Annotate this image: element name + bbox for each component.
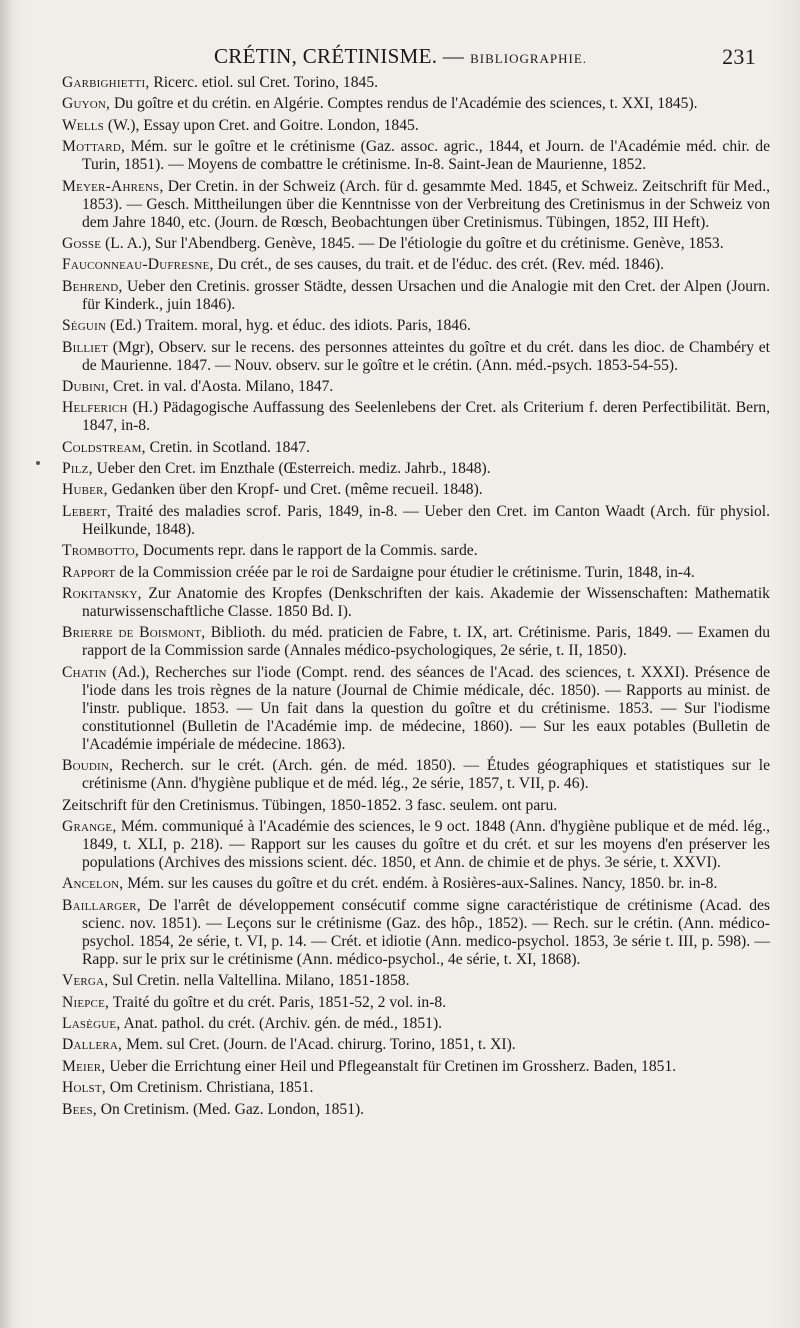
entry-text: (Mgr), Observ. sur le recens. des personnes atteintes du goître et du crét. dans les dioc. de Chambéry et de Maurienne. 1847. — Nouv. observ. sur le goître et le crétin. (Ann. méd.-psych. 1853-54-55). xyxy=(82,338,770,374)
entry-text: Mém. sur le goître et le crétinisme (Gaz. assoc. agric., 1844, et Journ. de l'Académie méd. chir. de Turin, 1851). — Moyens de combattre le crétinisme. In-8. Saint-Jean de Maurienne, 1852. xyxy=(82,138,770,174)
bibliography-entry xyxy=(62,95,770,113)
bibliography-entry xyxy=(62,757,770,793)
bibliography-entry xyxy=(62,664,770,754)
entry-text: Zeitschrift für den Cretinismus. Tübingen, 1850-1852. 3 fasc. seulem. ont paru. xyxy=(62,796,558,814)
bibliography-entry xyxy=(62,897,770,969)
entry-text: Biblioth. du méd. praticien de Fabre, t. IX, art. Crétinisme. Paris, 1849. — Examen du rapport de la Commission sarde (Annales médico-psychologiques, 2e série, t. II, 1850). xyxy=(82,624,771,660)
bibliography-entry xyxy=(62,875,770,893)
bibliography-entry xyxy=(62,235,770,253)
entry-text: Traité des maladies scrof. Paris, 1849, in-8. — Ueber den Cret. im Canton Waadt (Arch. für physiol. Heilkunde, 1848). xyxy=(82,502,770,538)
entry-text: Traité du goître et du crét. Paris, 1851-52, 2 vol. in-8. xyxy=(112,993,447,1011)
bibliography-entry xyxy=(62,439,770,457)
entry-text: Du goître et du crétin. en Algérie. Comptes rendus de l'Académie des sciences, t. XXI, 1845). xyxy=(114,95,698,113)
bibliography-entry xyxy=(62,481,770,499)
entry-author: Helferich xyxy=(62,399,128,417)
entry-author: Billiet xyxy=(62,338,109,356)
entry-text: Ricerc. etiol. sul Cret. Torino, 1845. xyxy=(153,74,379,91)
entry-text: Du crét., de ses causes, du trait. et de l'éduc. des crét. (Rev. méd. 1846). xyxy=(217,256,665,274)
entry-author: Niepce, xyxy=(62,993,110,1011)
bibliography-entry xyxy=(62,460,770,478)
bibliography-entry xyxy=(62,564,770,582)
entry-text: Mem. sul Cret. (Journ. de l'Acad. chirurg. Torino, 1851, t. XI). xyxy=(126,1036,516,1054)
entry-author: Meyer-Ahrens, xyxy=(62,177,164,195)
entry-author: Grange, xyxy=(62,817,117,835)
entry-author: Lebert, xyxy=(62,502,111,520)
entry-text: (L. A.), Sur l'Abendberg. Genève, 1845. — De l'étiologie du goître et du crétinisme. Genève, 1853. xyxy=(105,234,724,252)
bibliography-entry xyxy=(62,278,770,314)
entry-text: (Ed.) Traitem. moral, hyg. et éduc. des idiots. Paris, 1846. xyxy=(110,317,471,335)
bibliography-entry xyxy=(62,797,770,815)
bibliography-entry xyxy=(62,994,770,1012)
entry-text: Mém. sur les causes du goître et du crét. endém. à Rosières-aux-Salines. Nancy, 1850. br. in-8. xyxy=(127,875,718,893)
entry-author: Meier, xyxy=(62,1057,106,1075)
entry-author: Rokitansky, xyxy=(62,585,142,603)
bibliography-entry xyxy=(62,503,770,539)
entry-author: Rapport xyxy=(62,563,116,581)
entry-author: Baillarger, xyxy=(62,896,141,914)
entry-text: Ueber den Cret. im Enzthale (Œsterreich. mediz. Jahrb., 1848). xyxy=(96,460,491,478)
bibliography-entry xyxy=(62,542,770,560)
entry-author: Mottard, xyxy=(62,138,126,156)
page-number: 231 xyxy=(722,44,756,69)
running-head xyxy=(62,40,770,74)
bibliography-entry xyxy=(62,117,770,135)
entry-author: Dallera, xyxy=(62,1036,123,1054)
bibliography-entry xyxy=(62,1036,770,1054)
entry-author: Brierre de Boismont, xyxy=(62,624,206,642)
print-speck xyxy=(36,461,40,465)
entry-text: De l'arrêt de développement consécutif comme signe caractéristique de crétinisme (Acad. des scienc. nov. 1851). — Leçons sur le crétinisme (Gaz. des hôp., 1852). — Rech. sur le crétin. (Ann. médico-psychol. 1854, 2e série, t. VI, p. 14. — Crét. et idiotie (Ann. medico-psychol. 1853, 3e série t. III, p. 598). — Rapp. sur le prix sur le crétinisme (Ann. médico-psychol., 4e série, t. XI, 1868). xyxy=(82,896,770,968)
bibliography-entry xyxy=(62,74,770,92)
page-title-main: CRÉTIN, CRÉTINISME. — xyxy=(214,44,465,68)
entry-author: Holst, xyxy=(62,1079,106,1097)
bibliography-entry xyxy=(62,1058,770,1076)
entry-text: (Ad.), Recherches sur l'iode (Compt. rend. des séances de l'Acad. des sciences, t. XXXI). Présence de l'iode dans les trois règnes de la nature (Journal de Chimie médicale, déc. 1850). — Rapports au minist. de l'instr. publique. 1853. — Un fait dans la question du goître et du crétinisme. 1853. — Sur l'iodisme constitutionnel (Bulletin de l'Académie imp. de médecine, 1860). — Sur les eaux potables (Bulletin de l'Académie impériale de médecine. 1863). xyxy=(82,663,770,753)
entry-text: Documents repr. dans le rapport de la Commis. sarde. xyxy=(142,542,478,560)
entry-author: Verga, xyxy=(62,972,109,990)
bibliography-entry xyxy=(62,256,770,274)
bibliography-entry xyxy=(62,585,770,621)
entry-text: Zur Anatomie des Kropfes (Denkschriften der kais. Akademie der Wissenschaften: Mathematik naturwissenschaftliche Classe. 1850 Bd. I). xyxy=(82,585,770,621)
entry-author: Trombotto, xyxy=(62,542,139,560)
entry-author: Dubini, xyxy=(62,377,110,395)
entry-text: Ueber den Cretinis. grosser Städte, dessen Ursachen und die Analogie mit den Cret. der Alpen (Journ. für Kinderk., juin 1846). xyxy=(82,277,770,313)
entry-author: Pilz, xyxy=(62,460,93,478)
entry-text: Ueber die Errichtung einer Heil und Pflegeanstalt für Cretinen im Grossherz. Baden, 1851. xyxy=(109,1057,677,1075)
bibliography-entry xyxy=(62,138,770,174)
bibliography-entry xyxy=(62,972,770,990)
entry-text: Cret. in val. d'Aosta. Milano, 1847. xyxy=(113,377,334,395)
entry-text: Om Cretinism. Christiana, 1851. xyxy=(109,1079,314,1097)
entry-author: Bees, xyxy=(62,1100,97,1118)
entry-text: (W.), Essay upon Cret. and Goitre. London, 1845. xyxy=(107,116,419,134)
entry-author: Coldstream, xyxy=(62,438,146,456)
entry-author: Gosse xyxy=(62,234,102,252)
bibliography-entry xyxy=(62,624,770,660)
bibliography-entry xyxy=(62,399,770,435)
entry-author: Séguin xyxy=(62,317,107,335)
entry-text: Mém. communiqué à l'Académie des sciences, le 9 oct. 1848 (Ann. d'hygiène publique et de méd. lég., 1849, t. XLI, p. 218). — Rapport sur les causes du goître et du crét. et sur les moyens d'en préserver les populations (Archives des missions scient. déc. 1850, et Ann. de chimie et de phys. 3e série, t. XXVI). xyxy=(82,817,771,871)
entry-text: Gedanken über den Kropf- und Cret. (même recueil. 1848). xyxy=(111,481,483,499)
bibliography-entry xyxy=(62,178,770,232)
bibliography-list xyxy=(62,74,770,1119)
bibliography-entry xyxy=(62,1079,770,1097)
page-title xyxy=(214,44,587,69)
entry-author: Lasègue, xyxy=(62,1014,121,1032)
bibliography-entry xyxy=(62,1015,770,1033)
entry-author: Fauconneau-Dufresne, xyxy=(62,256,214,274)
entry-text: On Cretinism. (Med. Gaz. London, 1851). xyxy=(100,1100,365,1118)
bibliography-entry xyxy=(62,818,770,872)
entry-author: Behrend, xyxy=(62,277,123,295)
entry-author: Chatin xyxy=(62,663,107,681)
entry-text: (H.) Pädagogische Auffassung des Seelenlebens der Cret. als Criterium f. deren Perfectibilität. Bern, 1847, in-8. xyxy=(82,399,770,435)
entry-author: Boudin, xyxy=(62,757,114,775)
page-subtitle: BIBLIOGRAPHIE. xyxy=(470,51,588,66)
entry-author: Guyon, xyxy=(62,95,111,113)
entry-text: Anat. pathol. du crét. (Archiv. gén. de méd., 1851). xyxy=(123,1014,443,1032)
entry-author: Wells xyxy=(62,116,104,134)
entry-text: Cretin. in Scotland. 1847. xyxy=(149,438,310,456)
entry-text: de la Commission créée par le roi de Sardaigne pour étudier le crétinisme. Turin, 1848, in-4. xyxy=(119,563,695,581)
bibliography-entry xyxy=(62,1101,770,1119)
entry-author: Garbighietti, xyxy=(62,74,150,91)
bibliography-entry xyxy=(62,317,770,335)
entry-text: Recherch. sur le crét. (Arch. gén. de méd. 1850). — Études géographiques et statistiques sur le crétinisme (Ann. d'hygiène publique et de méd. lég., 2e série, 1857, t. VII, p. 46). xyxy=(82,757,770,793)
bibliography-entry xyxy=(62,378,770,396)
entry-text: Der Cretin. in der Schweiz (Arch. für d. gesammte Med. 1845, et Schweiz. Zeitschrift für Med., 1853). — Gesch. Mittheilungen über die Kenntnisse von der Verbreitung des Cretinismus in der Schweiz von dem Jahre 1840, etc. (Journ. de Rœsch, Beobachtungen über Cretinismus. Tübingen, 1852, III Heft). xyxy=(82,177,771,231)
entry-text: Sul Cretin. nella Valtellina. Milano, 1851-1858. xyxy=(112,972,410,990)
entry-author: Huber, xyxy=(62,481,108,499)
entry-author: Ancelon, xyxy=(62,875,124,893)
bibliography-entry xyxy=(62,339,770,375)
